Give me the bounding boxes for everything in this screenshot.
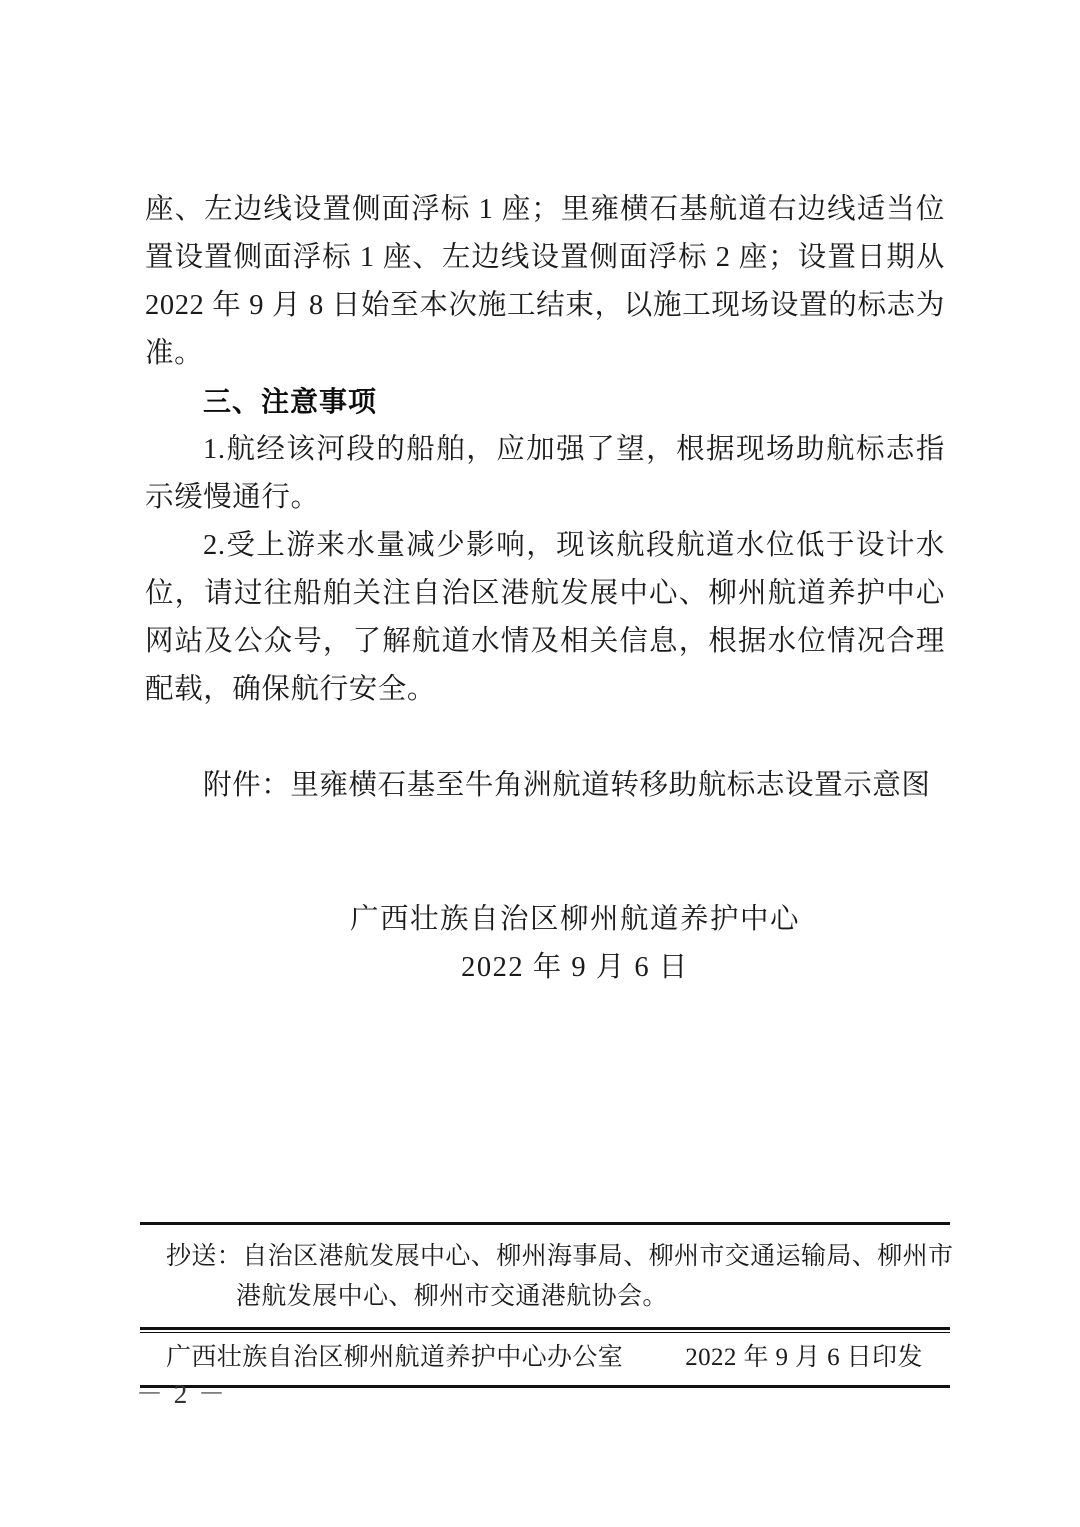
note-item-2: 2.受上游来水量减少影响，现该航段航道水位低于设计水位，请过往船舶关注自治区港航发展中心、柳州航道养护中心网站及公众号，了解航道水情及相关信息，根据水位情况合理配载，确保航行安全。 [145,530,945,705]
footer-issuer-row [140,1333,950,1385]
footer-cc-line-2: 港航发展中心、柳州市交通港航协会。 [236,1283,668,1310]
signature-date: 2022 年 9 月 6 日 [461,952,689,983]
footer-issue-date: 2022 年 9 月 6 日印发 [685,1344,923,1371]
footer-cc-line-1: 抄送：自治区港航发展中心、柳州海事局、柳州市交通运输局、柳州市 [166,1243,954,1270]
signature-organization: 广西壮族自治区柳州航道养护中心 [349,904,800,935]
footer-cc-block [140,1225,954,1327]
signature-block [145,896,945,992]
page-number: － 2 － [136,1379,227,1409]
footer-rule-bottom [140,1385,950,1388]
footer-issuing-office: 广西壮族自治区柳州航道养护中心办公室 [166,1344,624,1371]
section-heading-notes: 三、注意事项 [203,385,378,418]
attachment-reference: 附件：里雍横石基至牛角洲航道转移助航标志设置示意图 [203,770,931,801]
paragraph-continued-marker: 座、左边线设置侧面浮标 1 座；里雍横石基航道右边线适当位置设置侧面浮标 1 座、左边线设置侧面浮标 2 座；设置日期从 2022 年 9 月 8 日始至本次施工结束，以施工现场设置的标志为准。 [145,194,945,369]
note-item-1: 1.航经该河段的船舶，应加强了望，根据现场助航标志指示缓慢通行。 [145,434,945,513]
document-footer [140,1222,954,1388]
document-body [145,186,945,714]
